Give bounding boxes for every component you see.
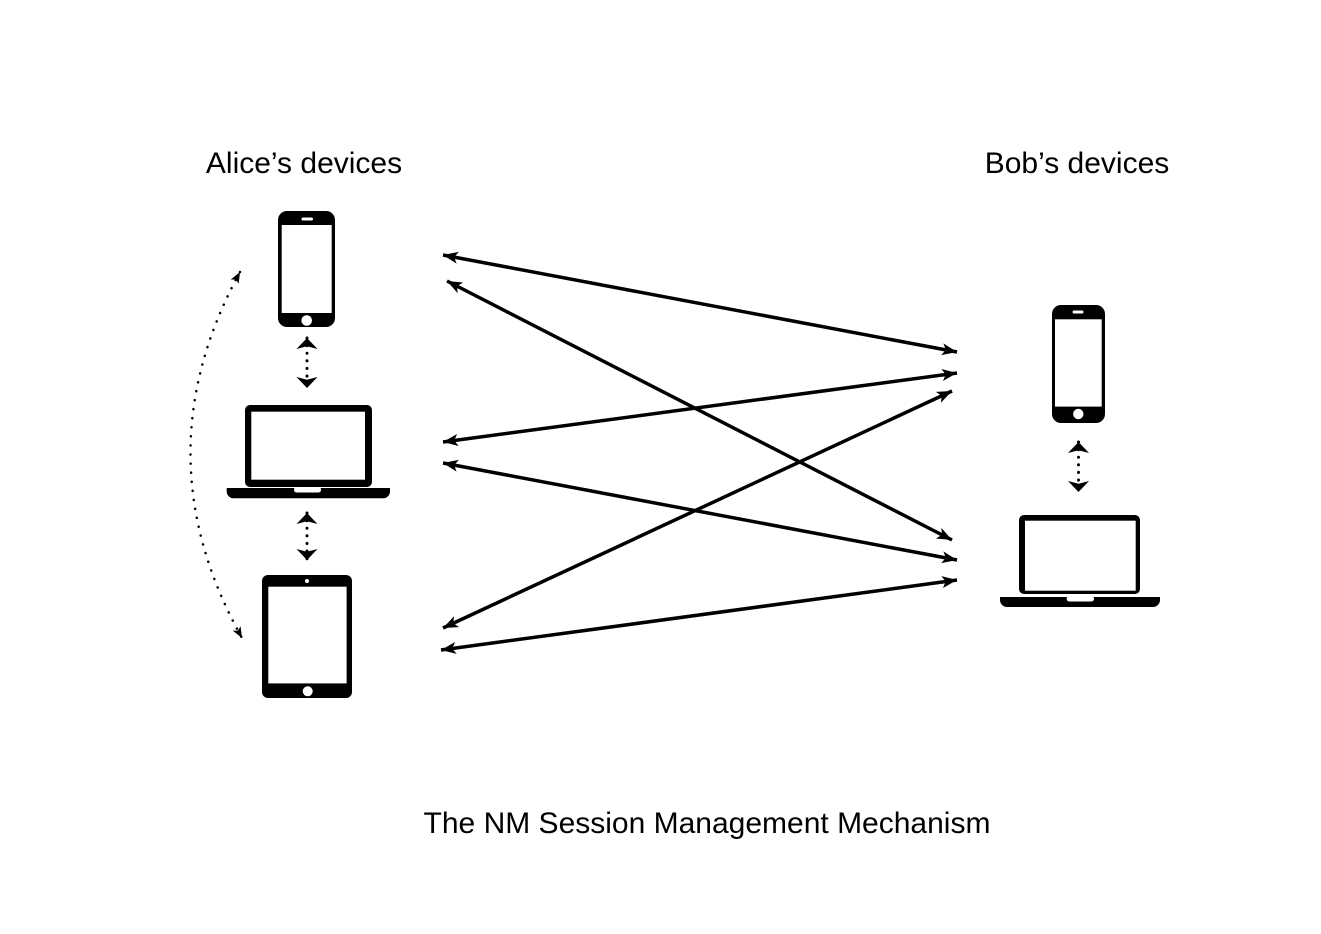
session-arrow-alice-laptop-bob-phone (443, 373, 957, 442)
bob-smartphone-icon (1052, 305, 1105, 423)
session-arrow-alice-tablet-bob-laptop (441, 580, 957, 650)
alice-smartphone-icon (278, 211, 335, 327)
sync-arrow-alice-phone-tablet (190, 272, 242, 638)
session-arrow-alice-laptop-bob-laptop (443, 463, 957, 560)
bob-laptop-icon (1000, 515, 1160, 607)
bob-devices-label: Bob’s devices (984, 147, 1170, 180)
diagram-title: The NM Session Management Mechanism (423, 807, 991, 840)
session-arrow-alice-phone-bob-phone (443, 255, 957, 352)
alice-tablet-icon (262, 575, 352, 698)
session-arrow-alice-phone-bob-laptop (447, 281, 952, 540)
alice-laptop-icon (227, 405, 390, 498)
alice-devices-label: Alice’s devices (205, 147, 403, 180)
